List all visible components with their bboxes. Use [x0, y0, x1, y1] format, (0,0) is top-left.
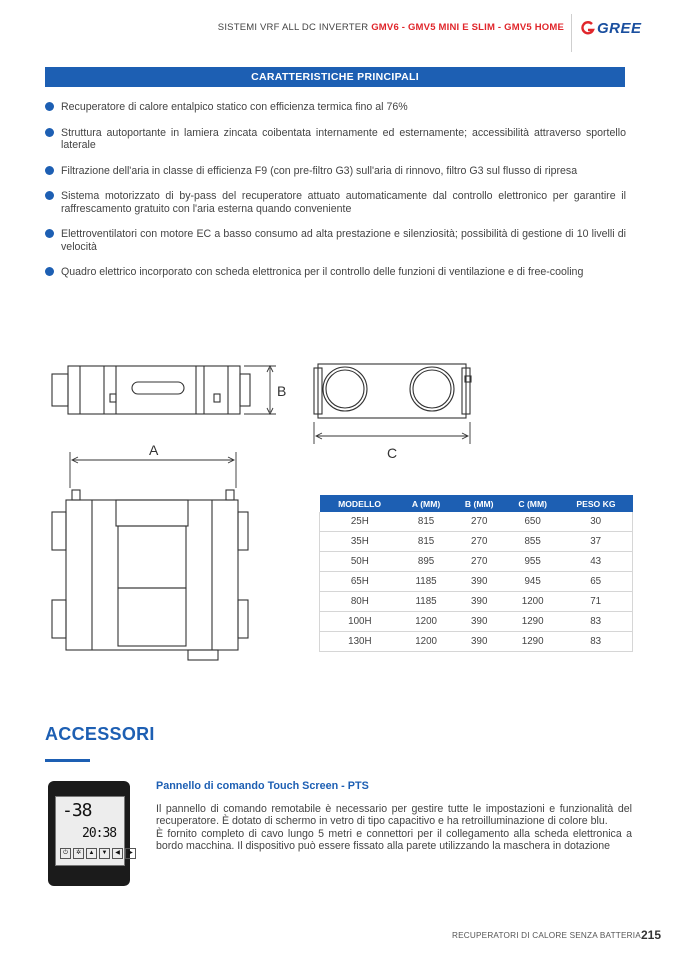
down-arrow-icon: ▼ — [99, 848, 110, 859]
screen-buttons — [60, 848, 136, 859]
description-paragraph: È fornito completo di cavo lungo 5 metri e connettori per il collegamento alla scheda elettronica a bordo macchina. Il dispositivo può essere fissato alla parete utilizzando la maschera in dotazione — [156, 827, 632, 853]
table-cell: 1200 — [400, 632, 453, 652]
table-cell: 65 — [559, 572, 632, 592]
right-arrow-icon: ▶ — [125, 848, 136, 859]
table-cell: 1185 — [400, 592, 453, 612]
table-cell: 1290 — [506, 612, 559, 632]
power-icon: ⏻ — [60, 848, 71, 859]
table-cell: 43 — [559, 552, 632, 572]
footer-text: RECUPERATORI DI CALORE SENZA BATTERIA — [452, 931, 641, 940]
table-cell: 1200 — [506, 592, 559, 612]
feature-text: Filtrazione dell'aria in classe di efficienza F9 (con pre-filtro G3) sull'aria di rinnovo, filtro G3 sul flusso di ripresa — [61, 164, 578, 177]
column-header: PESO KG — [559, 495, 632, 512]
column-header: MODELLO — [320, 495, 400, 512]
product-title: Pannello di comando Touch Screen - PTS — [156, 780, 369, 792]
table-cell: 1200 — [400, 612, 453, 632]
column-header: C (MM) — [506, 495, 559, 512]
dimension-c — [314, 422, 470, 444]
table-cell: 270 — [453, 532, 506, 552]
label-c: C — [387, 445, 398, 461]
table-cell: 390 — [453, 572, 506, 592]
table-cell: 270 — [453, 552, 506, 572]
table-cell: 35H — [320, 532, 400, 552]
table-cell: 815 — [400, 532, 453, 552]
table-cell: 650 — [506, 512, 559, 532]
accessories-title: ACCESSORI — [45, 724, 155, 744]
up-arrow-icon: ▲ — [86, 848, 97, 859]
accessories-underline — [45, 759, 90, 762]
screen-value: -38 — [62, 800, 92, 821]
table-cell: 100H — [320, 612, 400, 632]
table-cell: 945 — [506, 572, 559, 592]
table-cell: 30 — [559, 512, 632, 532]
table-cell: 390 — [453, 592, 506, 612]
table-cell: 815 — [400, 512, 453, 532]
feature-text: Struttura autoportante in lamiera zincata coibentata internamente ed esternamente; accessibilità attraverso sportello laterale — [61, 126, 626, 151]
table-cell: 855 — [506, 532, 559, 552]
page-number: 215 — [641, 928, 662, 942]
table-cell: 83 — [559, 612, 632, 632]
section-title: CARATTERISTICHE PRINCIPALI — [45, 67, 625, 87]
models-table — [319, 495, 633, 652]
table-row — [320, 592, 633, 612]
product-description — [156, 803, 632, 853]
table-cell: 37 — [559, 532, 632, 552]
column-header: A (MM) — [400, 495, 453, 512]
table-row — [320, 612, 633, 632]
feature-text: Recuperatore di calore entalpico statico con efficienza termica fino al 76% — [61, 101, 408, 113]
table-row — [320, 572, 633, 592]
table-cell: 1290 — [506, 632, 559, 652]
fan-icon: ✲ — [73, 848, 84, 859]
label-a: A — [149, 442, 159, 458]
table-cell: 71 — [559, 592, 632, 612]
header-prefix: SISTEMI VRF ALL DC INVERTER — [217, 22, 372, 33]
table-cell: 130H — [320, 632, 400, 652]
feature-text: Quadro elettrico incorporato con scheda elettronica per il controllo delle funzioni di ventilazione e di free-cooling — [61, 266, 584, 278]
dimension-b — [244, 366, 276, 414]
table-cell: 390 — [453, 612, 506, 632]
table-row — [320, 532, 633, 552]
table-cell: 270 — [453, 512, 506, 532]
left-arrow-icon: ◀ — [112, 848, 123, 859]
label-b: B — [277, 383, 287, 399]
table-row — [320, 552, 633, 572]
table-row — [320, 512, 633, 532]
screen-time: 20:38 — [82, 826, 117, 841]
top-view-drawing — [52, 490, 248, 660]
front-view-drawing — [52, 366, 250, 414]
table-cell: 955 — [506, 552, 559, 572]
table-cell: 1185 — [400, 572, 453, 592]
table-cell: 65H — [320, 572, 400, 592]
table-cell: 895 — [400, 552, 453, 572]
header-highlight: GMV6 - GMV5 MINI E SLIM - GMV5 HOME — [371, 22, 564, 33]
table-cell: 25H — [320, 512, 400, 532]
logo-text: GREE — [597, 19, 642, 37]
table-cell: 83 — [559, 632, 632, 652]
table-row — [320, 632, 633, 652]
column-header: B (MM) — [453, 495, 506, 512]
side-view-drawing — [314, 364, 471, 418]
table-header-row — [320, 495, 633, 512]
description-paragraph: Il pannello di comando remotabile è necessario per gestire tutte le impostazioni e funzionalità del recuperatore. È dotato di schermo in vetro di tipo capacitivo e ha retroilluminazione di colore blu. — [156, 803, 632, 828]
table-cell: 50H — [320, 552, 400, 572]
table-cell: 80H — [320, 592, 400, 612]
feature-text: Elettroventilatori con motore EC a basso consumo ad alta prestazione e silenziosità; possibilità di gestione di 10 livelli di velocità — [61, 228, 626, 253]
table-cell: 390 — [453, 632, 506, 652]
feature-text: Sistema motorizzato di by-pass del recuperatore attuato automaticamente dal controllo elettronico per garantire il raffrescamento gratuito con l'aria esterna quando conveniente — [61, 190, 626, 215]
